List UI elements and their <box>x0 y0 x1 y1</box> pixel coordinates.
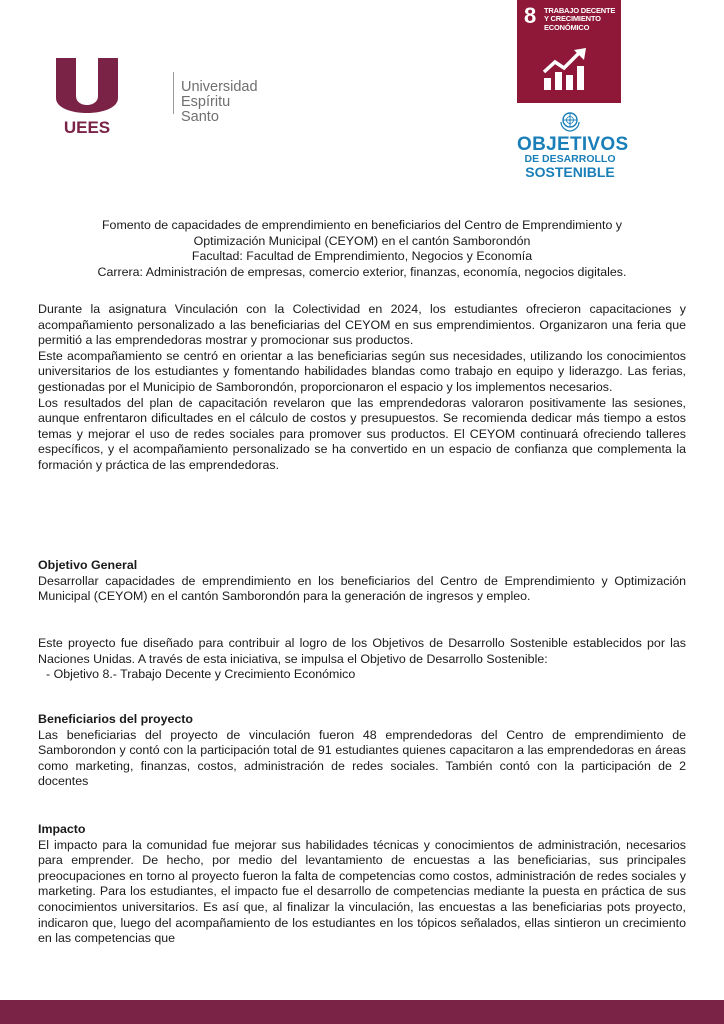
ods-line1: OBJETIVOS <box>517 134 629 155</box>
ods-text: Este proyecto fue diseñado para contribuir al logro de los Objetivos de Desarrollo Sostenible establecidos por las Naciones Unidas. A través de esta iniciativa, se impulsa el Objetivo de Desarrollo Sostenible: <box>38 636 686 666</box>
objetivo-general-heading: Objetivo General <box>38 558 138 572</box>
un-emblem-icon <box>558 108 582 132</box>
intro-paragraph-2: Este acompañamiento se centró en orientar a las beneficiarias según sus necesidades, utilizando los conocimientos universitarios de los estudiantes y fomentando habilidades blandas como trabajo en equipo y liderazgo. Las ferias, gestionadas por el Municipio de Samborondón, proporcionaron el espacio y los implementos necesarios. <box>38 348 686 394</box>
uees-letters: UEES <box>63 118 111 136</box>
ods-line3: SOSTENIBLE <box>525 164 615 180</box>
objetivo-general-text: Desarrollar capacidades de emprendimiento en los beneficiarios del Centro de Emprendimiento y Optimización Municipal (CEYOM) en el cantón Samborondón para la generación de ingresos y empleo. <box>38 573 686 604</box>
ods-logo <box>517 108 629 184</box>
title-line1: Fomento de capacidades de emprendimiento en beneficiarios del Centro de Emprendimiento y <box>101 218 623 232</box>
sdg-title: TRABAJO DECENTE Y CRECIMIENTO ECONÓMICO <box>544 6 616 32</box>
uees-divider <box>173 72 174 114</box>
uees-name <box>181 80 258 125</box>
document-title <box>36 218 688 280</box>
objetivo-general-section <box>38 558 686 605</box>
beneficiarios-text: Las beneficiarias del proyecto de vinculación fueron 48 emprendedoras del Centro de emprendimiento de Samborondon y contó con la participación total de 91 estudiantes quienes capacitaron a las emprendedoras en áreas como marketing, finanzas, costos, administración de redes sociales. También contó con la participación de 2 docentes <box>38 727 686 789</box>
beneficiarios-section <box>38 712 686 790</box>
sdg-number: 8 <box>524 3 537 28</box>
footer-bar <box>0 1000 724 1024</box>
uees-logo <box>52 56 258 136</box>
career-line: Carrera: Administración de empresas, comercio exterior, finanzas, economía, negocios digitales. <box>97 264 627 279</box>
intro-paragraph-3: Los resultados del plan de capacitación revelaron que las emprendedoras valoraron positivamente las sesiones, aunque enfrentaron dificultades en el cálculo de costos y presupuestos. Se recomienda dedicar más tiempo a estos temas y mejorar el uso de redes sociales para promover sus productos. El CEYOM continuará ofreciendo talleres específicos, y el acompañamiento personalizado se ha convertido en un espacio de confianza que complementa la formación y práctica de las emprendedoras. <box>38 395 686 472</box>
impacto-heading: Impacto <box>38 822 86 836</box>
intro-paragraph-1: Durante la asignatura Vinculación con la Colectividad en 2024, los estudiantes ofrecieron capacitaciones y acompañamiento personalizado a las beneficiarias del CEYOM en sus emprendimientos. Organizaron una feria que permitió a las emprendedoras mostrar y promocionar sus productos. <box>38 302 686 348</box>
faculty-line: Facultad: Facultad de Emprendimiento, Negocios y Economía <box>191 249 533 264</box>
beneficiarios-heading: Beneficiarios del proyecto <box>38 712 193 726</box>
growth-chart-icon <box>542 48 588 92</box>
ods-line2: DE DESARROLLO <box>524 153 616 165</box>
intro-section <box>38 302 686 474</box>
uees-name-line2: Espíritu Santo <box>181 94 231 125</box>
ods-section <box>38 636 686 683</box>
sdg8-badge <box>517 0 621 103</box>
impacto-text: El impacto para la comunidad fue mejorar sus habilidades técnicas y conocimientos de administración, necesarios para emprender. De hecho, por medio del levantamiento de encuestas a las beneficiarias, sus principales preocupaciones en torno al proyecto fueron la falta de competencias como costos, administración de redes sociales y marketing. Para los estudiantes, el impacto fue el desarrollo de competencias mediante la puesta en práctica de sus conocimientos universitarios. Es así que, al finalizar la vinculación, las encuestas a las beneficiarias pots proyecto, indicaron que, luego del acompañamiento de los estudiantes en los tópicos señalados, ellas sintieron un crecimiento en las competencias que <box>38 837 686 946</box>
ods-item: - Objetivo 8.- Trabajo Decente y Crecimiento Económico <box>46 667 356 682</box>
impacto-section <box>38 822 686 947</box>
title-line2: Optimización Municipal (CEYOM) en el cantón Samborondón <box>193 233 531 248</box>
uees-name-line1: Universidad <box>181 79 258 95</box>
uees-u-emblem-icon <box>52 56 122 136</box>
